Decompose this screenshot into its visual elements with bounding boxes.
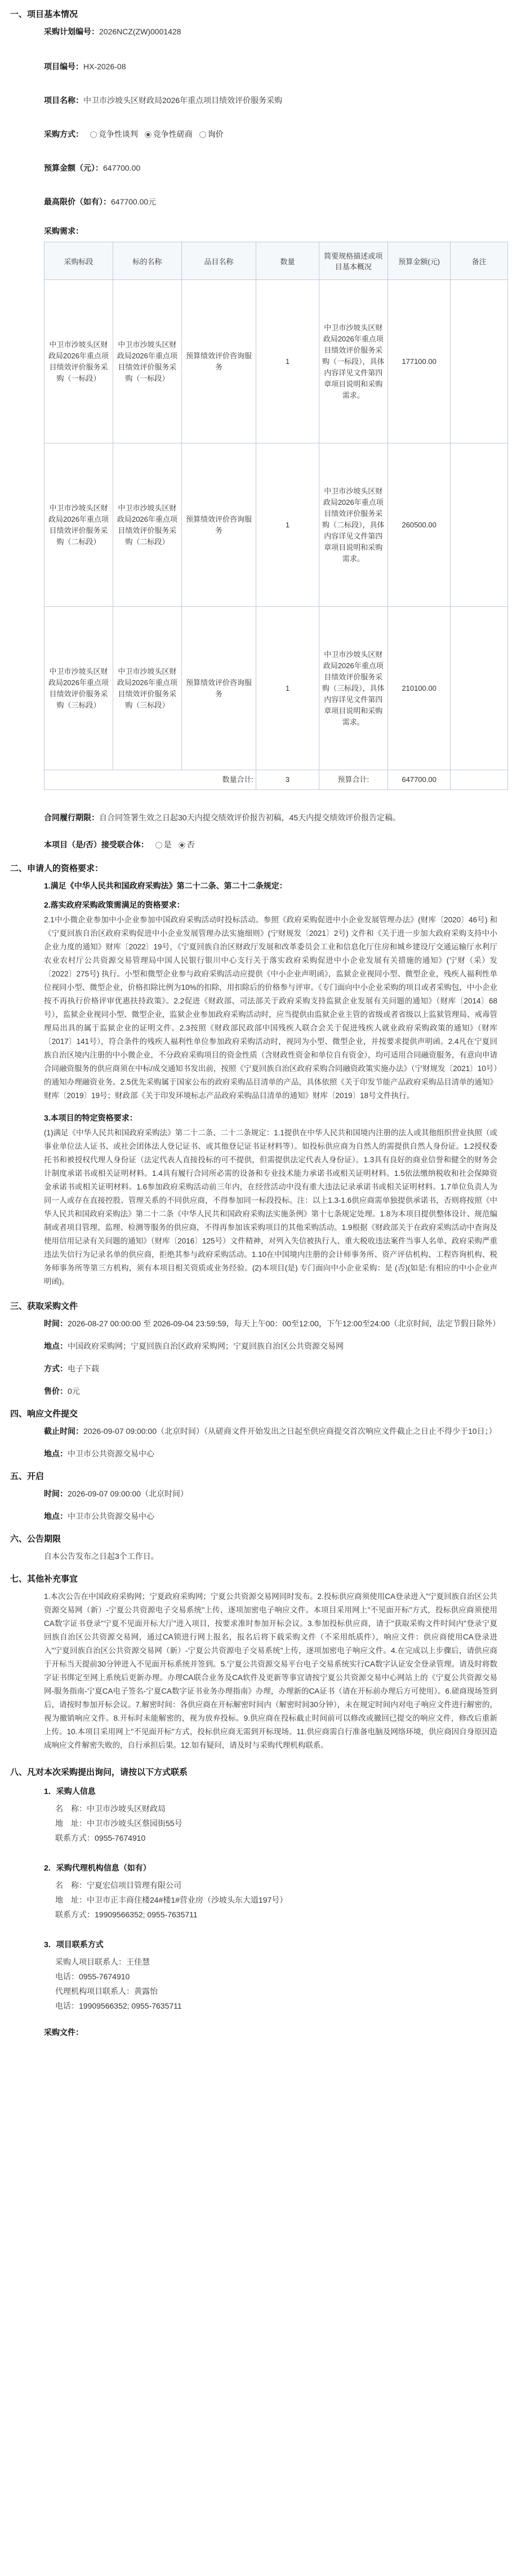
cell-quantity: 1 (256, 607, 319, 770)
qualification-2-title: 2.落实政府采购政策需满足的资格要求： (44, 900, 185, 909)
project-number: 项目编号：HX-2026-08 (44, 62, 126, 71)
cell-description: 中卫市沙坡头区财政局2026年重点项目绩效评价服务采购（二标段），具体内容详见文件第四章项目说明和采购需求。 (319, 443, 388, 607)
procurement-method: 采购方式： 竞争性谈判 竞争性磋商 询价 (44, 130, 224, 139)
cell-item-name: 中卫市沙坡头区财政局2026年重点项目绩效评价服务采购（三标段） (113, 607, 181, 770)
table-row (44, 443, 508, 607)
th-note: 备注 (451, 242, 508, 280)
qualification-3-title: 3.本项目的特定资格要求： (44, 1113, 137, 1122)
section-basic-title: 一、项目基本情况 (10, 10, 78, 19)
section-open-title: 五、开启 (10, 1472, 44, 1481)
consortium: 本项目（是/否）接受联合体： 是 否 (44, 840, 195, 849)
purchaser-address: 地 址：中卫市沙坡头区蔡园街55号 (55, 1819, 182, 1828)
section-qualification-title: 二、申请人的资格要求： (10, 864, 104, 873)
table-row (44, 607, 508, 770)
obtain-price: 售价：0元 (44, 1387, 80, 1396)
max-price: 最高限价（如有）：647700.00元 (44, 197, 157, 206)
radio-selected-icon (179, 842, 185, 849)
submit-place: 地点：中卫市公共资源交易中心 (44, 1449, 154, 1458)
agency-contact-phone: 电话：19909566352; 0955-7635711 (55, 2001, 182, 2010)
requirements-table (44, 242, 508, 790)
cell-category: 预算绩效评价咨询服务 (181, 280, 256, 443)
sum-amt: 647700.00 (388, 770, 451, 790)
section-submit-title: 四、响应文件提交 (10, 1409, 78, 1419)
cell-note (451, 280, 508, 443)
requirements-label: 采购需求： (44, 226, 83, 236)
submit-deadline: 截止时间：2026-09-07 09:00:00（北京时间）（从磋商文件开始发出之日起至供应商提交首次响应文件截止之日止不得少于10日；） (44, 1427, 497, 1436)
open-time: 时间：2026-09-07 09:00:00（北京时间） (44, 1489, 188, 1498)
budget-amount: 预算金额（元）：647700.00 (44, 163, 141, 172)
th-quantity: 数量 (256, 242, 319, 280)
project-contact-title: 3．项目联系方式 (44, 1940, 104, 1949)
sum-amt-label: 预算合计: (319, 770, 388, 790)
agency-phone: 联系方式：19909566352; 0955-7635711 (55, 1910, 198, 1919)
cell-amount: 210100.00 (388, 607, 451, 770)
th-amount: 预算金额(元) (388, 242, 451, 280)
other-text: 1.本次公告在中国政府采购网；宁夏政府采购网；宁夏公共资源交易网同时发布。2.投标供应商须使用CA登录进入"宁夏回族自治区公共资源交易网（新）-宁夏公共资源电子交易系统"上传，逐项加密电子响应文件。本项目采用网上"不见面开标"方式，投标供应商须使用CA数字证书登录"宁夏不见面开标大厅"进入项目，按要求准时参加开标会议。3.参加投标供应商，请于"获取采购文件时间内"登录宁夏回族自治区公共资源交易网，通过CA锁进行网上报名，报名后将下载采购文件（不采用纸质件），响应文件：供应商使用CA登录进入"宁夏回族自治区公共资源交易网（新）-宁夏公共资源电子交易系统"上传，逐项加密电子响应文件。4.在完成以上步骤后，请供应商于开标当天提前30分钟进入不见面开标系统并签到。5.宁夏公共资源交易平台电子交易系统实行CA数字认证安全登录管理。请及时将数字证书绑定至网上系统后更新办理。办理CA联合业务及CA软件及更新等事宜请按宁夏公共资源交易中心网站上的《宁夏公共资源交易网-服务指南-宁夏CA电子签名-宁夏CA数字证书业务办理指南》办理，办理新的CA证书（请在开标前办理后方可使用）。6.磋商现场签到后，请按时参加开标会议。7.解密时间：各供应商在开标解密时间内（解密时间30分钟），未在规定时间内对电子响应文件进行解密的，视为撤销响应文件。8.开标时未能解密的，视为放弃投标。9.供应商在投标截止时间前可以修改或撤回已提交的响应文件，修改后重新上传。10.本项目采用网上"不见面开标"方式，投标供应商无需到开标现场。11.供应商需自行准备电脑及网络环境，供应商因自身原因造成响应文件解密失败的，自行承担后果。12.如有疑问，请及时与采购代理机构联系。 (44, 1592, 497, 1749)
agency-address: 地 址：中卫市正丰商住楼24#楼1#营业房（沙坡头东大道197号） (55, 1895, 288, 1904)
section-contact-title: 八、凡对本次采购提出询问，请按以下方式联系 (10, 1767, 188, 1777)
radio-icon (199, 131, 206, 138)
radio-icon (90, 131, 97, 138)
cell-category: 预算绩效评价咨询服务 (181, 443, 256, 607)
radio-selected-icon (145, 131, 152, 138)
table-row (44, 280, 508, 443)
radio-icon (155, 842, 162, 849)
cell-category: 预算绩效评价咨询服务 (181, 607, 256, 770)
section-period-title: 六、公告期限 (10, 1534, 61, 1544)
cell-description: 中卫市沙坡头区财政局2026年重点项目绩效评价服务采购（一标段），具体内容详见文件第四章项目说明和采购需求。 (319, 280, 388, 443)
section-obtain-title: 三、获取采购文件 (10, 1302, 78, 1311)
table-header-row (44, 242, 508, 280)
procurement-file-label: 采购文件： (44, 2028, 83, 2037)
purchaser-name: 名 称：中卫市沙坡头区财政局 (55, 1804, 166, 1813)
cell-item-name: 中卫市沙坡头区财政局2026年重点项目绩效评价服务采购（一标段） (113, 280, 181, 443)
cell-segment: 中卫市沙坡头区财政局2026年重点项目绩效评价服务采购（一标段） (44, 280, 113, 443)
purchaser-info-title: 1．采购人信息 (44, 1787, 96, 1796)
qualification-3-text: (1)满足《中华人民共和国政府采购法》第二十二条、二十二条规定：1.1提供在中华人民共和国境内注册的法人或其他组织营业执照（或事业单位法人证书、或社会团体法人登记证书、或其他登记证书证材料等）。如投标供应商为自然人的需提供自然人身份证。1.2授权委托书和被授权代理人身份证（法定代表人直接投标的可不提供，但需提供法定代表人身份证）。1.3具有良好的商业信誉和健全的财务会计制度承诺书或相关证明材料。1.4具有履行合同所必需的设备和专业技术能力承诺书或相关证明材料。1.5依法缴纳税收和社会保障资金承诺书或相关证明材料。1.6参加政府采购活动前三年内，在经营活动中没有重大违法记录承诺书或相关证明材料。1.7单位负责人为同一人或存在直接控股、管理关系的不同供应商，不得参加同一标段投标。注：以上1.3-1.6供应商需单独提供承诺书，否则将按照《中华人民共和国政府采购法》第二十二条《中华人民共和国政府采购法实施条例》第十七条规定处理。1.8为本项目提供整体设计、规范编制或者项目管理、监理、检测等服务的供应商，不得再参加该采购项目的其他采购活动。1.9根据《财政部关于在政府采购活动中查询及使用信用记录有关问题的通知》（财库〔2016〕125号）文件精神，对列入失信被执行人、重大税收违法案件当事人名单、政府采购严重违法失信行为记录名单的供应商，拒绝其参与政府采购活动。1.10在中国境内注册的会计师事务所、资产评估机构、工程咨询机构、税务师事务所等第三方机构，须有本项目相关资质或业务经验。(2)本项目(是) 专门面向中小企业采购：是 (否)(如是:有相应的中小企业声明函)。 (44, 1129, 497, 1286)
th-segment: 采购标段 (44, 242, 113, 280)
agency-contact: 代理机构项目联系人：黄露怡 (55, 1987, 158, 1996)
cell-amount: 177100.00 (388, 280, 451, 443)
obtain-time: 时间：2026-08-27 00:00:00 至 2026-09-04 23:59:59，每天上午00：00至12:00，下午12:00至24:00（北京时间，法定节假日除外） (44, 1319, 501, 1328)
cell-amount: 260500.00 (388, 443, 451, 607)
th-item-name: 标的名称 (113, 242, 181, 280)
period-text: 自本公告发布之日起3个工作日。 (44, 1552, 159, 1561)
qualification-1: 1.满足《中华人民共和国政府采购法》第二十二条、第二十二条规定： (44, 881, 287, 890)
cell-quantity: 1 (256, 280, 319, 443)
plan-number: 采购计划编号：2026NCZ(ZW)0001428 (44, 27, 181, 36)
project-name: 项目名称：中卫市沙坡头区财政局2026年重点项目绩效评价服务采购 (44, 96, 283, 105)
th-category: 品目名称 (181, 242, 256, 280)
section-other-title: 七、其他补充事宜 (10, 1574, 78, 1584)
cell-note (451, 443, 508, 607)
th-description: 简要规格描述或项目基本概况 (319, 242, 388, 280)
sum-empty (451, 770, 508, 790)
contract-period: 合同履行期限：自合同签署生效之日起30天内提交绩效评价报告初稿，45天内提交绩效评价报告定稿。 (44, 813, 401, 822)
sum-qty: 3 (256, 770, 319, 790)
cell-segment: 中卫市沙坡头区财政局2026年重点项目绩效评价服务采购（二标段） (44, 443, 113, 607)
cell-description: 中卫市沙坡头区财政局2026年重点项目绩效评价服务采购（三标段），具体内容详见文件第四章项目说明和采购需求。 (319, 607, 388, 770)
obtain-place: 地点：中国政府采购网；宁夏回族自治区政府采购网；宁夏回族自治区公共资源交易网 (44, 1342, 344, 1351)
project-contact (55, 1955, 520, 2013)
table-summary-row (44, 770, 508, 790)
cell-note (451, 607, 508, 770)
qualification-2-text: 2.1中小微企业参加中小企业参加中国政府采购活动时投标活动。参照《政府采购促进中小企业发展管理办法》(财库〔2020〕46号) 和《宁夏回族自治区政府采购促进中小企业发展管理办法实施细则》(宁财规发〔2021〕2号) 文件和《关于进一步加大政府采购支持中小企业力度的通知》财库〔2022〕19号，《宁夏回族自治区财政厅发展和改革委员会工业和信息化厅住房和城乡建设厅交通运输厅水利厅农业农村厅公共资源交易管理局中国人民银行银川中心支行关于落实政府采购促进中小企业发展有关措施的通知》(宁财（采）发〔2022〕275号) 执行。小型和微型企业参与政府采购活动应提供《中小企业声明函》，监狱企业视同小型、微型企业，残疾人福利性单位视同小型、微型企业，价格扣除比例为10%的扣除，用扣除后的价格参与评审。《专门面向中小企业采购的项目或者采购包，中小企业按不再执行价格评审优惠扶持政策》。2.2促进《财政部、司法部关于政府采购支持监狱企业发展有关问题的通知》（财库〔2014〕68号），监狱企业视同小型、微型企业，监狱企业参加政府采购活动时，应当提供由监狱企业主管的省级或者省级以上监狱管理局、戒毒管理局出具的属于监狱企业的证明文件。2.3按照《财政部民政部中国残疾人联合会关于促进残疾人就业政府采购政策的通知》（财库〔2017〕141号），符合条件的残疾人福利性单位参加政府采购活动时，视同为小型、微型企业，并按要求提供声明函。2.4凡在宁夏回族自治区境内注册的中小微企业，不分政府采购项目的资金性质（含财政性资金和单位自有资金），均可适用合同融资服务，有意向申请合同融资服务的供应商须在中标/成交通知书发出前，按照《宁夏回族自治区政府采购合同融资政策实施办法》（宁财规发〔2021〕10号）的通知办理融资业务。2.5优先采购属于国家公布的政府采购品目清单的产品，具体依照《关于印发节能产品政府采购品目清单的通知》财库〔2019〕19号；财政部《关于印发环境标志产品政府采购品目清单的通知》财库〔2019〕18号文件执行。 (44, 916, 497, 1100)
agency-info-title: 2．采购代理机构信息（如有） (44, 1863, 151, 1872)
cell-quantity: 1 (256, 443, 319, 607)
purchaser-info (55, 1801, 520, 1845)
open-place: 地点：中卫市公共资源交易中心 (44, 1512, 154, 1521)
purchaser-phone: 联系方式：0955-7674910 (55, 1833, 146, 1842)
sum-qty-label: 数量合计: (44, 770, 256, 790)
cell-item-name: 中卫市沙坡头区财政局2026年重点项目绩效评价服务采购（二标段） (113, 443, 181, 607)
purchaser-contact-phone: 电话：0955-7674910 (55, 1972, 130, 1981)
cell-segment: 中卫市沙坡头区财政局2026年重点项目绩效评价服务采购（三标段） (44, 607, 113, 770)
obtain-way: 方式：电子下载 (44, 1364, 99, 1373)
agency-info (55, 1878, 520, 1922)
purchaser-contact: 采购人项目联系人：王佳慧 (55, 1957, 150, 1966)
agency-name: 名 称：宁夏宏信项目管理有限公司 (55, 1881, 181, 1890)
